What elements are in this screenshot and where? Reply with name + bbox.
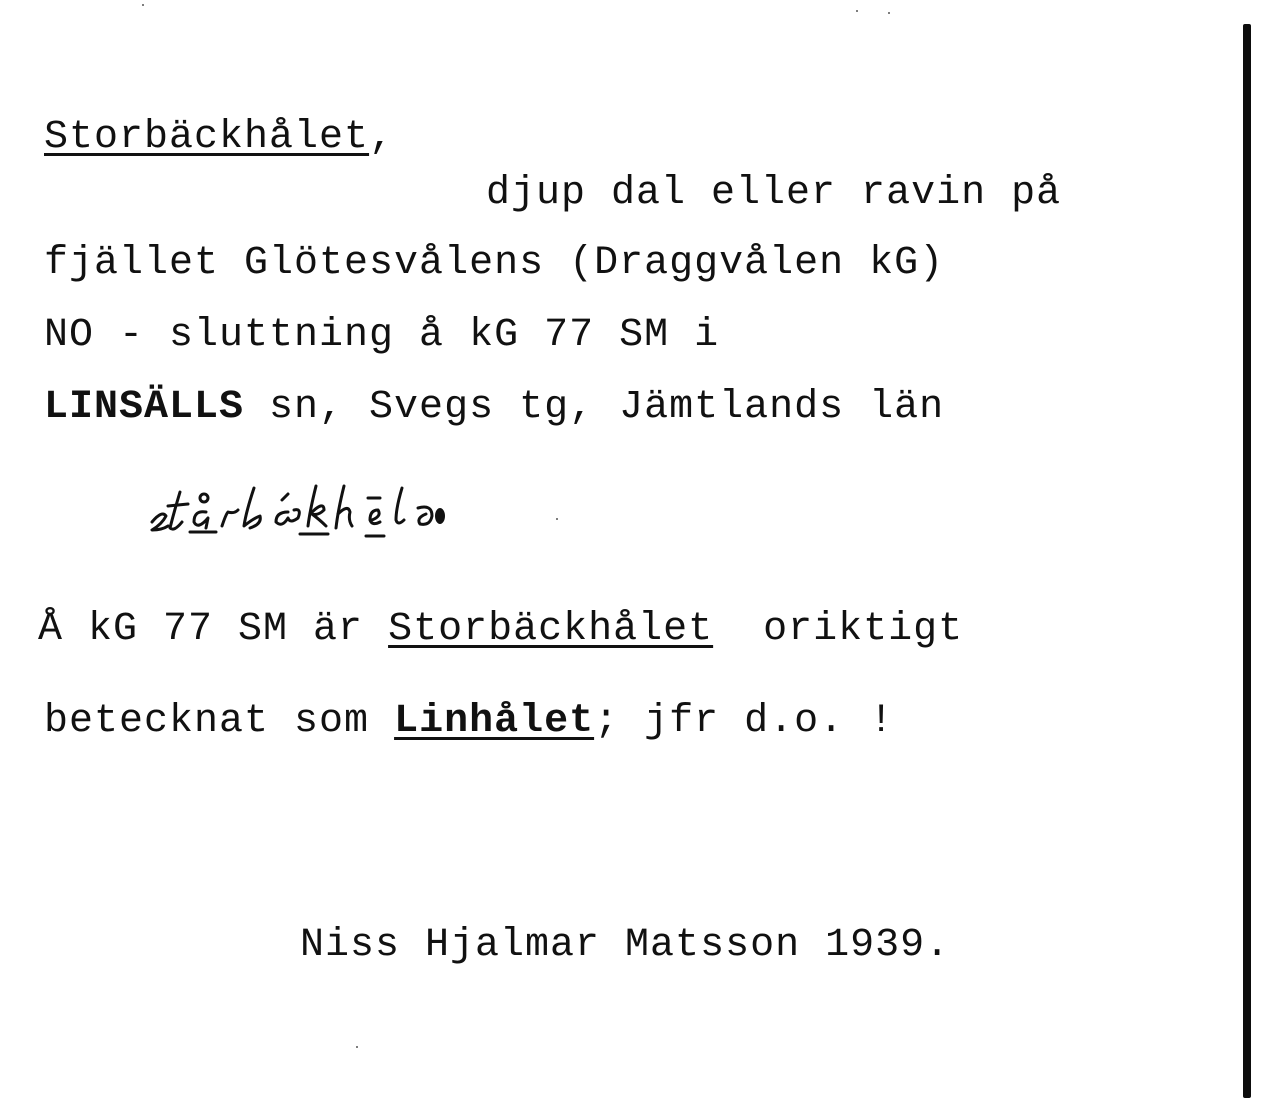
card-edge-line	[1243, 24, 1251, 1098]
place-name-title: Storbäckhålet	[44, 115, 370, 160]
heading-line	[44, 114, 394, 162]
scan-speck	[142, 4, 144, 6]
note-text-3: betecknat som	[44, 699, 395, 744]
signature: Niss Hjalmar Matsson 1939.	[300, 923, 951, 968]
note-line-1	[38, 606, 963, 654]
note-place-name-1: Storbäckhålet	[388, 607, 714, 652]
note-line-2	[44, 698, 894, 746]
description-line-3: NO - sluttning å kG 77 SM i	[44, 313, 720, 358]
location-text: sn, Svegs tg, Jämtlands län	[244, 385, 945, 430]
description-line-1: djup dal eller ravin på	[486, 171, 1062, 216]
scan-speck	[556, 518, 558, 520]
title-comma: ,	[369, 115, 395, 160]
description-line-4	[44, 384, 944, 432]
parish-name: LINSÄLLS	[44, 385, 245, 430]
note-text-1: Å kG 77 SM är	[38, 607, 389, 652]
note-text-4: ; jfr d.o. !	[594, 699, 895, 744]
note-place-name-2: Linhålet	[394, 699, 595, 744]
handwritten-pronunciation	[140, 478, 560, 548]
scan-speck	[856, 10, 858, 12]
scan-speck	[888, 12, 890, 14]
scan-speck	[356, 1046, 358, 1048]
description-line-2: fjället Glötesvålens (Draggvålen kG)	[44, 241, 945, 286]
note-text-2: oriktigt	[713, 607, 964, 652]
